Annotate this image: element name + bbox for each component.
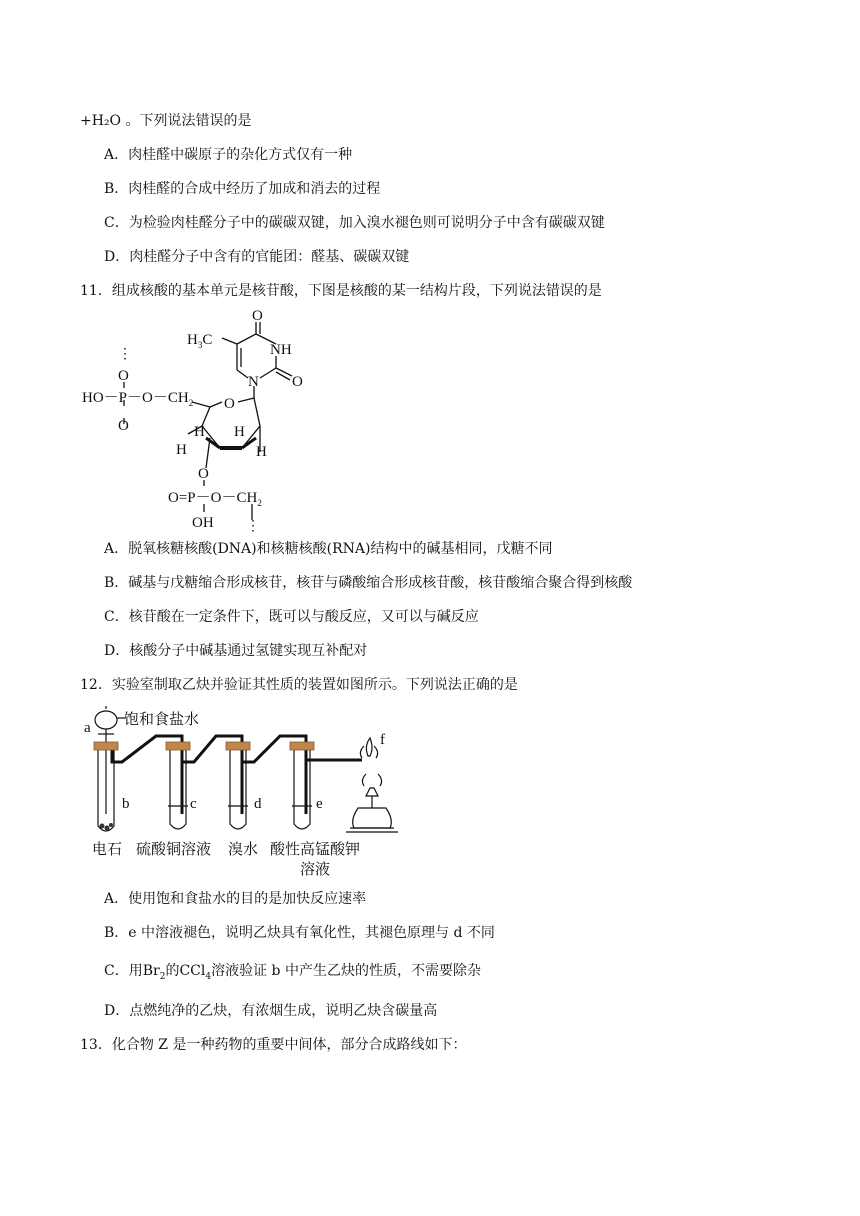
phosphate-group-top: $HO-P-O-CH_2$ [82, 390, 194, 408]
phosphate-bridge-oxygen: O [118, 368, 129, 384]
q11-option-c: C．核苷酸在一定条件下，既可以与酸反应，又可以与碱反应 [104, 609, 479, 625]
phosphate-hydroxyl-bottom: OH [192, 515, 214, 531]
q10-option-d: D．肉桂醛分子中含有的官能团：醛基、碳碳双键 [104, 249, 410, 265]
sugar-3-oxygen: O [198, 466, 209, 482]
carbonyl-oxygen-top: O [252, 308, 263, 324]
chain-continuation-top: ⋮ [118, 347, 132, 362]
nucleic-acid-structure-figure [80, 308, 320, 534]
label-d: d [254, 796, 262, 812]
q10-option-b: B．肉桂醛的合成中经历了加成和消去的过程 [104, 181, 381, 197]
label-e: e [316, 796, 323, 812]
phosphate-group-bottom: $O=P-O-CH_2$ [168, 490, 262, 508]
label-c: c [190, 796, 197, 812]
q11-option-d: D．核酸分子中碱基通过氢键实现互补配对 [104, 643, 368, 659]
q12-option-d: D．点燃纯净的乙炔，有浓烟生成，说明乙炔含碳量高 [104, 1003, 438, 1019]
tube-label-kmno4-line2: 溶液 [300, 862, 331, 878]
label-a: a [84, 720, 91, 736]
q12c-prefix: C．用 [104, 963, 143, 979]
label-b: b [122, 796, 130, 812]
q11-option-a: A．脱氧核糖核酸(DNA)和核糖核酸(RNA)结构中的碱基相同，戊糖不同 [104, 541, 553, 557]
question-13-stem: 13．化合物 Z 是一种药物的重要中间体，部分合成路线如下： [80, 1037, 467, 1053]
question-11-stem: 11．组成核酸的基本单元是核苷酸，下图是核酸的某一结构片段，下列说法错误的是 [80, 283, 602, 299]
tube-label-calcium-carbide: 电石 [92, 842, 123, 858]
sugar-h-right-upper: H [234, 424, 245, 440]
q10-option-c: C．为检验肉桂醛分子中的碳碳双键，加入溴水褪色则可说明分子中含有碳碳双键 [104, 215, 605, 231]
q12c-suffix: 溶液验证 b 中产生乙炔的性质，不需要除杂 [211, 963, 481, 979]
q11-option-b: B．碱基与戊糖缩合形成核苷，核苷与磷酸缩合形成核苷酸，核苷酸缩合聚合得到核酸 [104, 575, 633, 591]
tube-label-copper-sulfate: 硫酸铜溶液 [136, 842, 212, 858]
q12-option-c [104, 962, 481, 986]
q12-option-a: A．使用饱和食盐水的目的是加快反应速率 [104, 891, 367, 907]
q10-option-a: A．肉桂醛中碳原子的杂化方式仅有一种 [104, 147, 353, 163]
sugar-h-left-lower: H [176, 442, 187, 458]
sugar-h-left-upper: H [194, 424, 205, 440]
label-f: f [380, 732, 385, 748]
sugar-ring-oxygen: O [224, 396, 235, 412]
q12c-of: 的 [165, 963, 180, 979]
question-10-stem-tail: +H₂O 。下列说法错误的是 [80, 113, 252, 129]
carbonyl-oxygen-right: O [292, 374, 303, 390]
tube-label-kmno4-line1: 酸性高锰酸钾 [270, 842, 361, 858]
acetylene-apparatus-figure [84, 704, 424, 880]
sugar-h-right-lower: H [256, 444, 267, 460]
chain-continuation-bottom: ⋮ [246, 519, 260, 534]
phosphate-double-bond-oxygen: O [118, 418, 129, 434]
tube-label-bromine-water: 溴水 [228, 842, 259, 858]
q12-option-b: B．e 中溶液褪色，说明乙炔具有氧化性，其褪色原理与 d 不同 [104, 925, 495, 941]
nh-label: NH [270, 342, 292, 358]
funnel-label: 饱和食盐水 [124, 712, 200, 728]
ring-nitrogen-label: N [248, 374, 259, 390]
formula-ccl4: CCl$_4$ [179, 963, 212, 982]
formula-br2: $Br_2$ [142, 963, 166, 982]
methyl-group-label: $H_3C$ [187, 332, 213, 350]
question-12-stem: 12．实验室制取乙炔并验证其性质的装置如图所示。下列说法正确的是 [80, 677, 518, 693]
